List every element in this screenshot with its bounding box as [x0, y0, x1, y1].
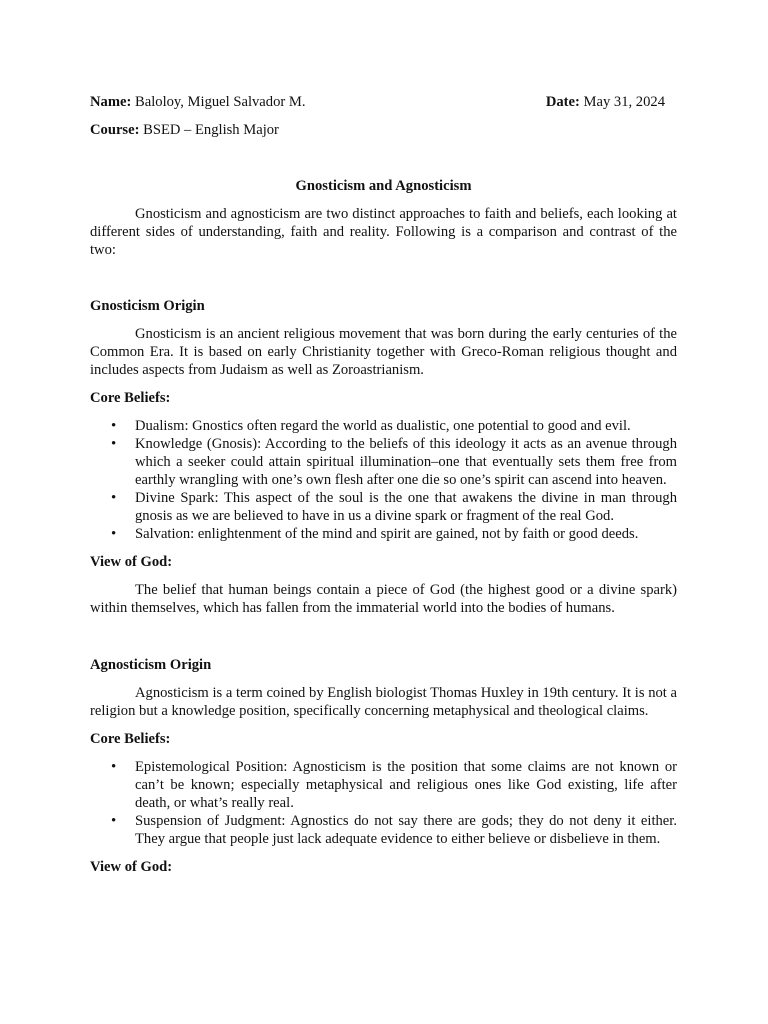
document-date [546, 93, 665, 111]
agnosticism-beliefs-heading: Core Beliefs: [90, 731, 171, 747]
list-item: • Suspension of Judgment: Agnostics do not say there are gods; they do not deny it either. They argue that people just lack adequate evidence to either believe or disbelieve in them. [90, 812, 677, 848]
intro-paragraph: Gnosticism and agnosticism are two distinct approaches to faith and beliefs, each looking at different sides of understanding, faith and reality. Following is a comparison and contrast of the two: [90, 206, 677, 258]
date-label: Date: [545, 94, 580, 110]
name-value: Baloloy, Miguel Salvador M. [135, 94, 306, 110]
agnosticism-beliefs-list [90, 758, 677, 848]
agnosticism-origin-text: Agnosticism is a term coined by English biologist Thomas Huxley in 19th century. It is not a religion but a knowledge position, specifically concerning metaphysical and theological claims. [90, 685, 677, 719]
list-item: • Divine Spark: This aspect of the soul is the one that awakens the divine in man through gnosis as we are believed to have in us a divine spark or fragment of the real God. [90, 489, 677, 525]
gnosticism-god-heading: View of God: [90, 554, 173, 570]
document-title: Gnosticism and Agnosticism [295, 178, 472, 194]
list-item: • Epistemological Position: Agnosticism is the position that some claims are not known or can’t be known; especially metaphysical and religious ones like God existing, life after death, or what’s really real. [90, 758, 677, 812]
agnosticism-origin-heading: Agnosticism Origin [90, 657, 212, 673]
gnosticism-origin-heading: Gnosticism Origin [90, 298, 205, 314]
gnosticism-beliefs-list [90, 417, 677, 543]
gnosticism-beliefs-heading: Core Beliefs: [90, 390, 171, 406]
list-item: • Knowledge (Gnosis): According to the beliefs of this ideology it acts as an avenue through which a seeker could attain spiritual illumination–one that eventually sets them free from earthly wrangling with one’s own flesh after one die so one’s spirit can ascend into heaven. [90, 435, 677, 489]
course-label: Course: [90, 122, 140, 138]
gnosticism-god-text: The belief that human beings contain a piece of God (the highest good or a divine spark) within themselves, which has fallen from the immaterial world into the bodies of humans. [90, 582, 677, 616]
document-page [90, 93, 677, 876]
date-value: May 31, 2024 [583, 94, 665, 110]
gnosticism-origin-text: Gnosticism is an ancient religious movement that was born during the early centuries of the Common Era. It is based on early Christianity together with Greco-Roman religious thought and includes aspects from Judaism as well as Zoroastrianism. [90, 326, 677, 378]
list-item: • Salvation: enlightenment of the mind and spirit are gained, not by faith or good deeds. [90, 525, 677, 543]
student-name [90, 93, 306, 111]
list-item: • Dualism: Gnostics often regard the world as dualistic, one potential to good and evil. [90, 417, 677, 435]
name-date-row [90, 93, 677, 111]
course-value: BSED – English Major [143, 122, 279, 138]
agnosticism-god-heading: View of God: [90, 859, 173, 875]
course-line [90, 121, 677, 139]
name-label: Name: [90, 94, 132, 110]
